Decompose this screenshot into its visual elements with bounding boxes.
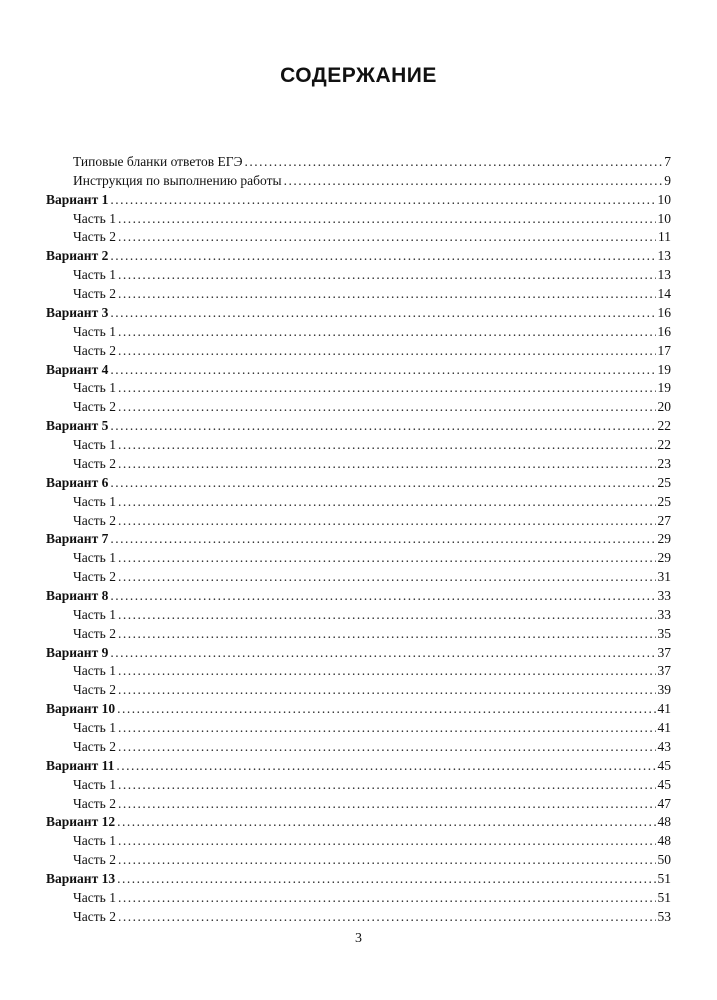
toc-entry-variant[interactable] [46,474,671,493]
toc-entry-page: 23 [657,455,671,471]
toc-entry-page: 22 [657,418,671,434]
toc-entry-label: Часть 2 [73,455,116,471]
toc-entry-label: Часть 2 [73,569,116,585]
toc-entry[interactable] [73,172,671,191]
dot-leader [117,700,655,719]
toc-entry-label: Вариант 10 [46,701,116,717]
toc-entry-label: Вариант 13 [46,871,116,887]
toc-entry-page: 31 [657,569,671,585]
dot-leader [110,530,655,549]
toc-entry-page: 7 [664,154,671,169]
dot-leader [118,606,656,625]
toc-entry-variant[interactable] [46,757,671,776]
toc-entry-label: Часть 1 [73,493,116,509]
toc-entry-page: 25 [657,474,671,490]
toc-entry-label: Типовые бланки ответов ЕГЭ [73,154,243,169]
toc-entry-page: 19 [657,361,671,377]
toc-entry-label: Часть 2 [73,852,116,868]
toc-entry-label: Часть 2 [73,286,116,302]
toc-entry-label: Часть 1 [73,663,116,679]
toc-entry-page: 13 [657,248,671,264]
toc-entry[interactable] [73,323,671,342]
toc-entry-page: 29 [657,550,671,566]
toc-entry[interactable] [73,266,671,285]
toc-entry-label: Часть 1 [73,606,116,622]
toc-entry[interactable] [73,342,671,361]
toc-entry-page: 41 [657,720,671,736]
toc-entry-label: Часть 1 [73,550,116,566]
dot-leader [118,795,656,814]
dot-leader [118,625,656,644]
dot-leader [118,436,656,455]
toc-entry[interactable] [73,153,671,172]
toc-entry-page: 33 [657,606,671,622]
dot-leader [118,228,656,247]
toc-entry-variant[interactable] [46,870,671,889]
toc-entry-page: 16 [657,304,671,320]
toc-entry-variant[interactable] [46,191,671,210]
toc-entry-label: Часть 1 [73,437,116,453]
toc-entry[interactable] [73,776,671,795]
toc-entry-label: Часть 2 [73,342,116,358]
toc-entry-page: 50 [657,852,671,868]
toc-entry[interactable] [73,398,671,417]
dot-leader [117,870,655,889]
toc-entry-page: 22 [657,437,671,453]
dot-leader [118,512,656,531]
toc-entry-page: 25 [657,493,671,509]
toc-entry-label: Часть 2 [73,229,116,245]
toc-entry[interactable] [73,908,671,927]
toc-entry-page: 19 [657,380,671,396]
dot-leader [284,172,663,191]
dot-leader [118,889,656,908]
toc-entry-label: Вариант 5 [46,418,109,434]
toc-entry-page: 35 [657,625,671,641]
dot-leader [118,776,656,795]
dot-leader [110,247,655,266]
toc-entry-page: 47 [657,795,671,811]
toc-entry[interactable] [73,228,671,247]
toc-entry-label: Часть 2 [73,682,116,698]
toc-entry-page: 10 [657,191,671,207]
toc-entry-label: Часть 1 [73,720,116,736]
toc-entry-label: Часть 1 [73,267,116,283]
toc-entry-page: 9 [664,172,671,188]
toc-entry-page: 29 [657,531,671,547]
toc-entry-page: 45 [657,776,671,792]
toc-entry-page: 37 [657,644,671,660]
dot-leader [118,398,656,417]
page-number: 3 [355,931,362,946]
toc-entry-label: Часть 1 [73,323,116,339]
toc-entry[interactable] [73,889,671,908]
toc-entry-variant[interactable] [46,530,671,549]
toc-entry-label: Часть 2 [73,512,116,528]
dot-leader [118,719,656,738]
toc-entry-page: 20 [657,399,671,415]
toc-entry-label: Вариант 7 [46,531,109,547]
toc-entry-page: 27 [657,512,671,528]
toc-entry[interactable] [73,455,671,474]
toc-entry[interactable] [73,851,671,870]
toc-entry[interactable] [73,285,671,304]
dot-leader [110,361,655,380]
toc-entry-page: 48 [657,814,671,830]
toc-entry-variant[interactable] [46,247,671,266]
toc-entry[interactable] [73,568,671,587]
toc-entry-page: 39 [657,682,671,698]
dot-leader [118,908,656,927]
toc-entry[interactable] [73,606,671,625]
dot-leader [110,191,655,210]
dot-leader [118,662,656,681]
toc-entry[interactable] [73,625,671,644]
toc-entry-label: Часть 1 [73,833,116,849]
toc-entry-label: Вариант 3 [46,304,109,320]
dot-leader [116,757,655,776]
toc-entry-label: Часть 2 [73,795,116,811]
toc-entry-page: 43 [657,738,671,754]
toc-entry[interactable] [73,738,671,757]
dot-leader [118,342,656,361]
dot-leader [110,304,655,323]
toc-entry-label: Часть 2 [73,625,116,641]
dot-leader [118,455,656,474]
toc-entry-label: Часть 1 [73,776,116,792]
toc-entry-page: 37 [657,663,671,679]
toc-entry-page: 11 [658,229,671,245]
page-title: СОДЕРЖАНИЕ [280,64,437,87]
toc-entry-label: Вариант 8 [46,588,109,603]
toc-entry-page: 14 [657,286,671,302]
toc-entry-label: Вариант 6 [46,474,109,490]
dot-leader [110,417,655,436]
toc-entry-page: 53 [657,908,671,924]
dot-leader [110,587,655,606]
toc-entry[interactable] [73,379,671,398]
toc-entry-label: Часть 2 [73,738,116,754]
toc-entry-label: Часть 1 [73,380,116,396]
toc-entry-page: 45 [657,757,671,773]
toc-entry-variant[interactable] [46,644,671,663]
toc-entry-label: Часть 1 [73,210,116,226]
dot-leader [118,568,656,587]
toc-entry-page: 16 [657,323,671,339]
dot-leader [245,153,663,172]
dot-leader [118,851,656,870]
toc-entry-page: 17 [657,342,671,358]
dot-leader [118,493,656,512]
toc-entry-page: 51 [657,889,671,905]
toc-entry-page: 41 [657,701,671,717]
toc-entry[interactable] [73,493,671,512]
dot-leader [118,681,656,700]
toc-entry-label: Вариант 4 [46,361,109,377]
toc-entry-label: Вариант 12 [46,814,116,830]
toc-entry[interactable] [73,681,671,700]
toc-entry[interactable] [73,436,671,455]
toc-entry-variant[interactable] [46,813,671,832]
dot-leader [118,285,656,304]
toc-entry-variant[interactable] [46,417,671,436]
toc-entry-label: Вариант 2 [46,248,109,264]
dot-leader [110,644,655,663]
toc-entry[interactable] [73,210,671,229]
toc-entry-variant[interactable] [46,700,671,719]
dot-leader [110,474,655,493]
toc-entry-page: 10 [657,210,671,226]
toc-entry-label: Инструкция по выполнению работы [73,172,282,188]
toc-entry-label: Часть 2 [73,908,116,924]
dot-leader [117,813,655,832]
toc-entry-page: 51 [657,871,671,887]
dot-leader [118,832,656,851]
dot-leader [118,379,656,398]
toc-entry-variant[interactable] [46,304,671,323]
toc-entry-label: Вариант 9 [46,644,109,660]
toc-entry-variant[interactable] [46,587,671,606]
toc-entry[interactable] [73,795,671,814]
toc-entry[interactable] [73,832,671,851]
dot-leader [118,738,656,757]
dot-leader [118,266,656,285]
dot-leader [118,323,656,342]
toc-entry-label: Часть 2 [73,399,116,415]
toc-entry-label: Вариант 1 [46,191,109,207]
toc-entry[interactable] [73,662,671,681]
toc-entry[interactable] [73,719,671,738]
dot-leader [118,210,656,229]
toc-entry-label: Вариант 11 [46,757,115,773]
toc-entry-variant[interactable] [46,361,671,380]
toc-entry[interactable] [73,549,671,568]
toc-entry-page: 33 [657,588,671,603]
toc-entry[interactable] [73,512,671,531]
dot-leader [118,549,656,568]
toc-entry-page: 13 [657,267,671,283]
toc-entry-page: 48 [657,833,671,849]
toc-entry-label: Часть 1 [73,889,116,905]
